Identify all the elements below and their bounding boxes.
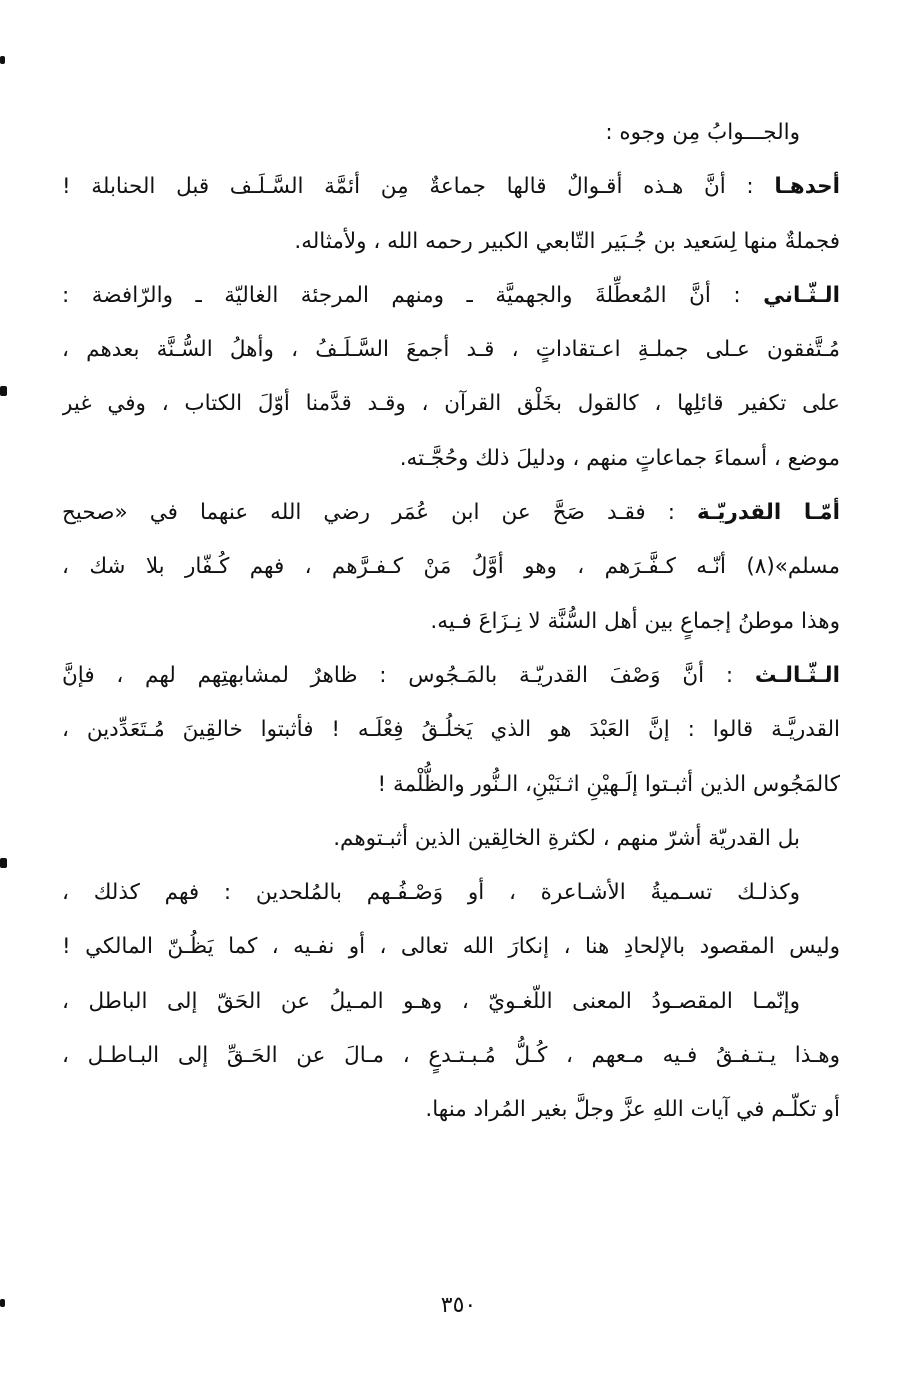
text-line (62, 106, 840, 160)
line-text: : أنَّ وَصْفَ القدريّـة بالمَـجُوس : ظاهرٌ لمشابهتِهم لهم ، فإنَّ (62, 662, 755, 688)
paragraph-heading: أمّـا القدريّـة (697, 500, 840, 526)
line-text: مُـتَّفقون عـلى جملـةِ اعـتقاداتٍ ، قـد أجمعَ السَّـلَـفُ ، وأهلُ السُّـنَّة بعدهم ، (62, 337, 840, 363)
line-text: : فقـد صَحَّ عن ابن عُمَر رضي الله عنهما في «صحيح (62, 500, 698, 526)
text-line (62, 1083, 840, 1137)
scan-edge-mark (0, 56, 5, 64)
line-text: القدريَّـة قالوا : إنَّ العَبْدَ هو الذي يَخلُـقُ فِعْلَـه ! فأثبتوا خالقِينَ مُـتَعَدِّدين ، (62, 717, 840, 743)
body-text (62, 106, 840, 1138)
text-line (62, 595, 840, 649)
text-line (62, 758, 840, 812)
line-text: والجـــوابُ مِن وجوه : (605, 120, 800, 145)
paragraph-heading: الـثّـالـث (754, 662, 840, 688)
text-line (62, 377, 840, 431)
text-line (62, 486, 840, 540)
text-line (62, 215, 840, 269)
line-text: كالمَجُوس الذين أثبـتوا إلَـهيْنِ اثـنَيْنِ، الـنُّور والظُّلْمة ! (377, 771, 840, 797)
line-text: موضع ، أسماءَ جماعاتٍ منهم ، ودليلَ ذلك وحُجَّـته. (399, 445, 840, 471)
scan-edge-mark (0, 386, 7, 396)
text-line (62, 432, 840, 486)
line-text: : أنَّ هـذه أقـوالٌ قالها جماعةٌ مِن أئمَّة السَّـلَـف قبل الحنابلة ! (62, 174, 775, 200)
line-text: بل القدريّة أشرّ منهم ، لكثرةِ الخالِقين الذين أثبـتوهم. (333, 825, 800, 851)
text-line (62, 1029, 840, 1083)
text-line (62, 649, 840, 703)
line-text: وكذلـك تسـميةُ الأشـاعرة ، أو وَصْـفُـهم بالمُلحدين : فهم كذلك ، (62, 880, 800, 906)
text-line (62, 812, 840, 866)
text-line (62, 866, 840, 920)
line-text: وليس المقصود بالإلحادِ هنا ، إنكارَ الله تعالى ، أو نفـيه ، كما يَظُـنّ المالكي ! (62, 934, 840, 960)
text-line (62, 323, 840, 377)
line-text: مسلم»(٨) أنّـه كـفَّـرَهم ، وهو أوَّلُ مَنْ كـفـرَّهم ، فهم كُـفّار بلا شك ، (62, 554, 840, 580)
text-line (62, 160, 840, 214)
text-line (62, 703, 840, 757)
text-line (62, 920, 840, 974)
paragraph-heading: الـثّـاني (763, 282, 840, 308)
line-text: : أنَّ المُعطِّلةَ والجهميَّة ـ ومنهم المرجئة الغاليّة ـ والرّافضة : (62, 282, 764, 308)
line-text: وإنّمـا المقصـودُ المعنى اللّغـويّ ، وهـو المـيلُ عن الحَقّ إلى الباطل ، (62, 988, 800, 1014)
text-line (62, 540, 840, 594)
line-text: أو تكلّـم في آيات اللهِ عزَّ وجلَّ بغير المُراد منها. (425, 1097, 840, 1123)
scan-edge-mark (0, 858, 7, 868)
text-line (62, 269, 840, 323)
line-text: فجملةٌ منها لِسَعيد بن جُـبَير التّابعي الكبير رحمه الله ، ولأمثاله. (294, 228, 840, 254)
line-text: وهـذا يـتـفـقُ فـيه مـعهم ، كُـلُّ مُـبـتـدعٍ ، مـالَ عن الحَـقِّ إلى البـاطـل ، (62, 1043, 840, 1069)
paragraph-heading: أحدهـا (774, 174, 840, 200)
page-number: ٣٥٠ (440, 1293, 477, 1318)
line-text: على تكفير قائلِها ، كالقول بخَلْق القرآن ، وقـد قدَّمنا أوّلَ الكتاب ، وفي غير (62, 391, 840, 417)
line-text: وهذا موطنُ إجماعٍ بين أهل السُّنَّة لا نِـزَاعَ فـيه. (430, 608, 840, 634)
text-line (62, 975, 840, 1029)
